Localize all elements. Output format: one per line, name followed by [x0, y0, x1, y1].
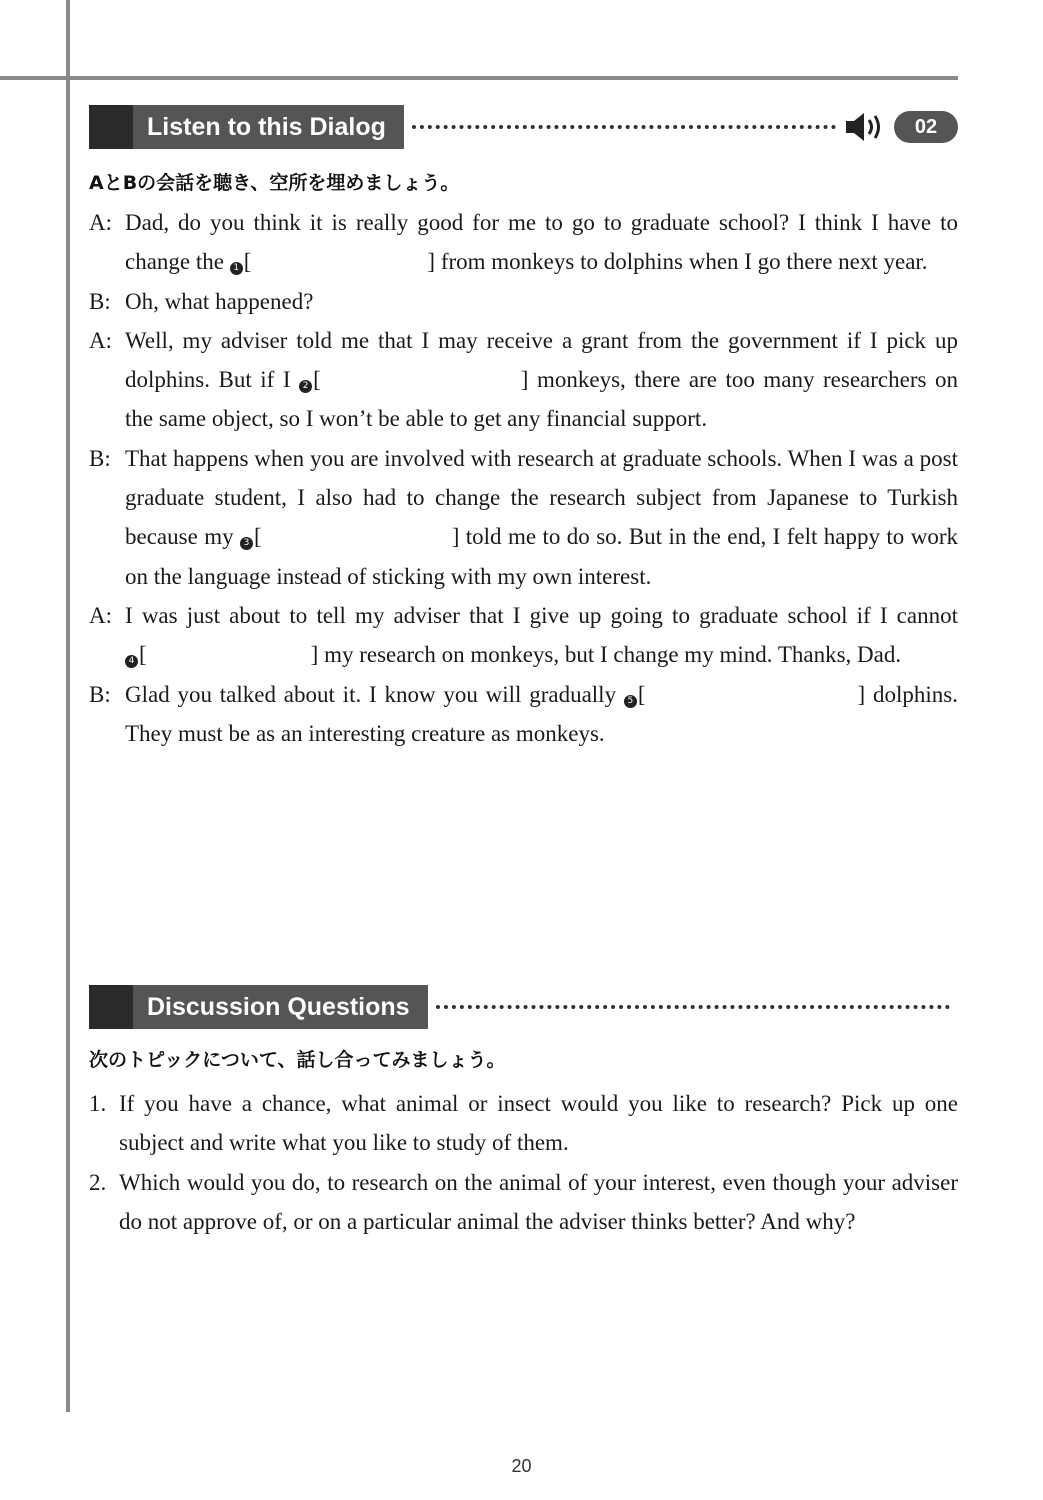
dialog-text: [125, 321, 958, 439]
blank-4[interactable]: 4 [ ]: [125, 635, 318, 674]
dialog-section-title: Listen to this Dialog: [133, 105, 404, 149]
blank-2[interactable]: 2 [ ]: [299, 360, 528, 399]
dialog-text-before: Dad, do you think it is really good for me to go to graduate school? I think I have to change the: [125, 210, 958, 275]
question-item: [89, 1163, 958, 1242]
discussion-questions: [89, 1084, 958, 1241]
speaker-icon[interactable]: [844, 110, 888, 144]
dialog-text-after: told me to do so. But in the end, I felt happy to work on the language instead of sticking with my own interest.: [125, 524, 958, 589]
dotted-leader: [436, 1005, 950, 1009]
dialog-text: Oh, what happened?: [125, 288, 314, 314]
speaker-label: B:: [89, 445, 111, 471]
question-text: If you have a chance, what animal or insect would you like to research? Pick up one subject and write what you like to study of them.: [119, 1091, 958, 1156]
dialog-text: [125, 596, 958, 675]
blank-number-badge: 5: [624, 695, 637, 708]
blank-1[interactable]: 1 [ ]: [230, 242, 435, 281]
speaker-label: A:: [89, 210, 112, 235]
dialog-text: [125, 439, 958, 596]
dialog-instruction: AとBの会話を聴き、空所を埋めましょう。: [89, 172, 460, 194]
speaker-label: B:: [89, 681, 111, 707]
question-text: Which would you do, to research on the animal of your interest, even though your adviser do not approve of, or on a particular animal the adviser thinks better? And why?: [119, 1169, 958, 1234]
blank-number-badge: 2: [299, 380, 312, 393]
discussion-section-header: [89, 985, 958, 1029]
dialog-turn: [89, 321, 958, 439]
discussion-instruction: 次のトピックについて、話し合ってみましょう。: [89, 1049, 506, 1071]
speaker-label: A:: [89, 327, 112, 353]
discussion-section-title: Discussion Questions: [133, 985, 428, 1029]
dialog-text-before: I was just about to tell my adviser that I give up going to graduate school if I cannot: [125, 602, 958, 628]
speaker-label: A:: [89, 602, 112, 628]
question-number: 2.: [89, 1169, 107, 1195]
blank-number-badge: 4: [125, 655, 138, 668]
dialog-text: [125, 675, 958, 754]
speaker-label: B:: [89, 288, 111, 314]
dialog-text-before: That happens when you are involved with research at graduate schools. When I was a post graduate student, I also had to change the research subject from Japanese to Turkish because my: [125, 445, 958, 550]
margin-vertical-rule: [66, 0, 70, 1412]
question-item: [89, 1084, 958, 1163]
dialog-turn: [89, 675, 958, 754]
page-number: 20: [511, 1456, 532, 1476]
blank-number-badge: 3: [240, 537, 253, 550]
dialog-turn: [89, 282, 958, 321]
track-number-badge: 02: [894, 111, 958, 143]
dialog-text-after: monkeys, there are too many researchers on the same object, so I won’t be able to get any financial support.: [125, 367, 958, 432]
dialog-text-after: dolphins. They must be as an interesting creature as monkeys.: [125, 681, 958, 746]
dialog-turn: [89, 203, 958, 282]
dialog-text-before: Glad you talked about it. I know you will gradually: [125, 681, 624, 707]
blank-5[interactable]: 5 [ ]: [624, 675, 865, 714]
dialog: [89, 203, 958, 753]
blank-number-badge: 1: [230, 262, 243, 275]
dialog-text-before: Well, my adviser told me that I may receive a grant from the government if I pick up dolphins. But if I: [125, 327, 958, 393]
dialog-turn: [89, 596, 958, 675]
section-header-block: [89, 985, 133, 1029]
section-header-block: [89, 105, 133, 149]
dialog-section-header: [89, 105, 958, 149]
dialog-text: [125, 203, 958, 282]
question-number: 1.: [89, 1091, 107, 1116]
dotted-leader: [412, 125, 836, 129]
dialog-text-after: from monkeys to dolphins when I go there next year.: [435, 249, 928, 275]
dialog-turn: [89, 439, 958, 596]
blank-3[interactable]: 3 [ ]: [240, 517, 459, 556]
dialog-text-after: my research on monkeys, but I change my mind. Thanks, Dad.: [318, 642, 902, 668]
header-horizontal-rule: [0, 76, 958, 80]
